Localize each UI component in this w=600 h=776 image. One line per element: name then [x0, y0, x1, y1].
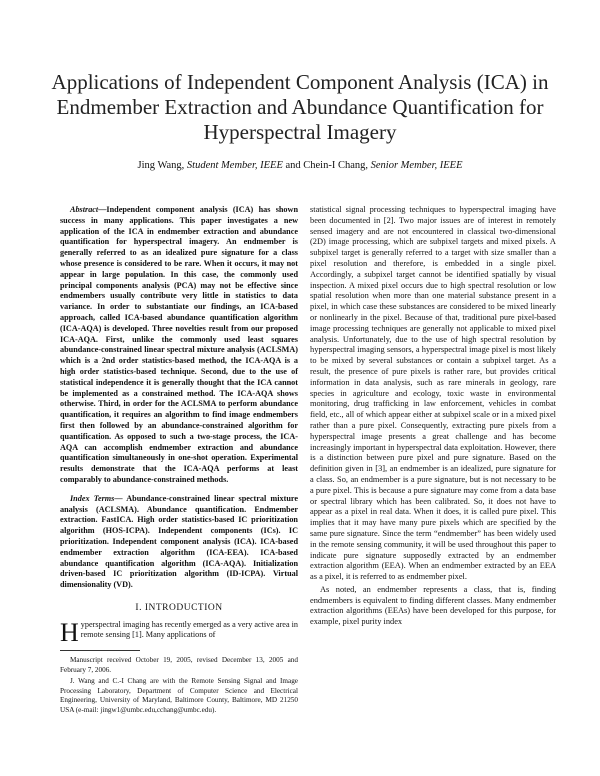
footnote-divider: [60, 650, 140, 651]
index-terms-label: Index Terms: [70, 493, 115, 503]
footnote-affiliation: J. Wang and C.-I Chang are with the Remote Sensing Signal and Image Processing Laboratory, Department of Computer Science and Electrical Engineering, University of Maryland, Baltimore County, Baltimore, MD 21250 USA (e-mail: jingw1@umbc.edu,cchang@umbc.edu).: [60, 677, 298, 714]
intro-paragraph: [60, 617, 298, 647]
body-paragraph: As noted, an endmember represents a class, that is, finding endmembers is equivalent to finding different classes. Many endmember extraction algorithms (EEAs) have been developed for this purpose, for example, pixel purity index: [310, 584, 556, 627]
body-paragraph: statistical signal processing techniques to hyperspectral imaging have been documented in [2]. Two major issues are of interest in remotely sensed imagery and are not encountered in classical two-dimensional (2D) image processing, which are subpixel targets and mixed pixels. A subpixel target is generally referred to a target with size smaller than a pixel resolution and therefore, is embedded in a single pixel. Accordingly, a subpixel target cannot be identified spatially by visual inspection. A mixed pixel occurs due to high spectral resolution or low spatial resolution when more than one material substance present in a pixel, in which case these substances are considered to be mixed linearly or nonlinearly in the pixel. Because of that, traditional pure pixel-based image processing techniques are generally not applicable to mixed pixel analysis. Unfortunately, due to the use of high spectral resolution by hyperspectral imaging sensors, a hyperspectral image pixel is most likely to be mixed by several substances or contain a subpixel target. As a result, the presence of pure pixels is rather rare, but provides critical information in data analysis, such as rare minerals in geology, rare species in agriculture and ecology, toxic waste in environmental monitoring, drug trafficking in law enforcement, vehicles in combat field, etc., all of which appear either at subpixel scale or in a mixed pixel rather than a pure pixel. Consequently, extracting pure pixels from a hyperspectral image presents a great challenge and has become increasingly important in hyperspectral data exploitation. However, there is a distinction between pure pixel and pure signature. Based on the definition given in [3], an endmember is an idealized, pure signature for a class. So, an endmember is a pure signature, but is not necessary to be a pure pixel. This is because a pure signature may come from a data base or spectral library which has been calibrated. So, it does not have to appear as a pixel in real data. When it does, it is called pure pixel. This implies that it may have many pure pixels which are specified by the same pure signature. Since the term “endmember” has been widely used in the remote sensing community, it will be used throughout this paper to indicate pure signature supposedly extracted by an endmember extraction algorithm (EEA). When an endmember extracted by an EEA as a pixel, it is referred to as endmember pixel.: [310, 205, 556, 582]
author-conjunction: and Chein-I Chang,: [282, 160, 371, 171]
author-2-role: Senior Member, IEEE: [370, 160, 463, 171]
abstract-label: Abstract: [70, 205, 99, 214]
index-terms-text: — Abundance-constrained linear spectral mixture analysis (ACLSMA). Abundance quantification. Endmember extraction. FastICA. High order statistics-based IC prioritization algorithm (HOS-ICPA). Independent components (ICs). IC prioritization. Independent component analysis (ICA). ICA-based endmember extraction algorithm (ICA-EEA). ICA-based abundance quantification algorithm (ICA-AQA). Initialization driven-based IC prioritization algorithm (ID-ICPA). Virtual dimensionality (VD).: [60, 493, 299, 590]
paper-title: Applications of Independent Component Analysis (ICA) in Endmember Extraction and Abundance Quantification for Hyperspectral Imagery: [51, 70, 549, 144]
drop-cap: H: [60, 617, 79, 647]
footnote-manuscript: Manuscript received October 19, 2005, revised December 13, 2005 and February 7, 2006.: [60, 656, 298, 674]
right-column: [310, 205, 556, 628]
abstract-text: —Independent component analysis (ICA) has shown success in many applications. This paper investigates a new application of the ICA in endmember extraction and abundance quantification for hyperspectral imagery. An endmember is generally referred to as an idealized pure signature for a class whose presence is considered to be rare. When it occurs, it may not appear in large population. In this case, the commonly used principal components analysis (PCA) may not be effective since endmembers usually contribute very little in statistics to data variance. In order to substantiate our findings, an ICA-based approach, called ICA-based abundance quantification algorithm (ICA-AQA) is developed. Three novelties result from our proposed ICA-AQA. First, unlike the commonly used least squares abundance-constrained linear spectral mixture analysis (ACLSMA) which is a 2nd order statistics-based method, the ICA-AQA is a high order statistics-based technique. Second, due to the use of statistical independence it is generally thought that the ICA cannot be implemented as a constrained method. The ICA-AQA shows otherwise. Third, in order for the ACLSMA to perform abundance quantification, it requires an algorithm to find image endmembers first then followed by an abundance-constrained algorithm for quantification. As opposed to such a two-stage process, the ICA-AQA can accomplish endmember extraction and abundance quantification simultaneously in one-shot operation. Experimental results demonstrate that the ICA-AQA performs at least comparably to abundance-constrained methods.: [60, 205, 298, 484]
section-heading: I. INTRODUCTION: [135, 602, 223, 613]
author-line: [40, 160, 560, 171]
left-column: [60, 205, 298, 717]
author-1: Jing Wang,: [137, 160, 187, 171]
abstract: [60, 205, 298, 486]
index-terms: [60, 494, 298, 591]
author-1-role: Student Member, IEEE: [186, 160, 283, 171]
intro-text: yperspectral imaging has recently emerged as a very active area in remote sensing [1]. Many applications of: [80, 619, 298, 640]
